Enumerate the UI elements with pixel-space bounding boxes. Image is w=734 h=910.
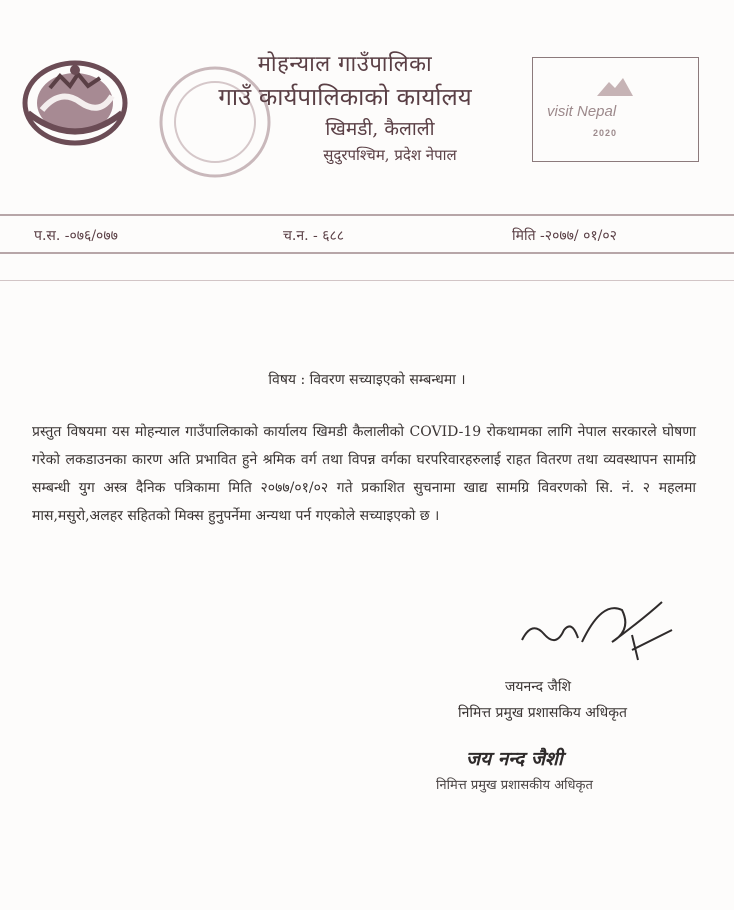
visit-nepal-text: visit Nepal xyxy=(547,103,617,120)
letter-number: प.स. -०७६/०७७ xyxy=(34,228,118,244)
body-paragraph: प्रस्तुत विषयमा यस मोहन्याल गाउँपालिकाको कार्यालय खिमडी कैलालीको COVID-19 रोकथामका लागि नेपाल सरकारले घोषणा गरेको लकडाउनका कारण अति प्रभावित हुने श्रमिक वर्ग तथा विपन्न वर्गका घरपरिवारहरुलाई राहत वितरण तथा व्यवस्थापन सामग्रि सम्बन्धी युग अस्त्र दैनिक पत्रिकामा मिति २०७७/०१/०२ गते प्रकाशित सुचनामा खाद्य सामग्रि विवरणको सि. नं. २ महलमा मास,मसुरो,अलहर सहितको मिक्स हुनुपर्नेमा अन्यथा पर्न गएकोले सच्याइएको छ । xyxy=(32,424,696,524)
government-emblem xyxy=(20,58,130,148)
province-name: सुदुरपश्चिम, प्रदेश नेपाल xyxy=(323,146,457,164)
divider-bottom xyxy=(0,252,734,254)
mountain-icon xyxy=(595,76,635,98)
dispatch-number: च.न. - ६८८ xyxy=(283,228,345,244)
divider-third xyxy=(0,280,734,281)
divider-top xyxy=(0,214,734,216)
signatory-title: निमित्त प्रमुख प्रशासकिय अधिकृत xyxy=(458,705,627,721)
office-location: खिमडी, कैलाली xyxy=(325,118,435,140)
handwritten-signature xyxy=(512,590,682,668)
subject-line: विषय : विवरण सच्याइएको सम्बन्धमा । xyxy=(268,372,466,388)
visit-nepal-logo xyxy=(532,57,699,162)
reference-row xyxy=(0,226,734,248)
office-name: गाउँ कार्यपालिकाको कार्यालय xyxy=(218,83,472,111)
name-stamp: जय नन्द जैशी xyxy=(466,748,563,770)
title-stamp: निमित्त प्रमुख प्रशासकीय अधिकृत xyxy=(436,778,593,793)
municipality-name: मोहन्याल गाउँपालिका xyxy=(257,52,433,77)
letter-date: मिति -२०७७/ ०१/०२ xyxy=(512,228,617,244)
visit-nepal-year: 2020 xyxy=(593,128,618,138)
signatory-name: जयनन्द जैशि xyxy=(505,679,572,695)
letterhead xyxy=(160,50,530,166)
